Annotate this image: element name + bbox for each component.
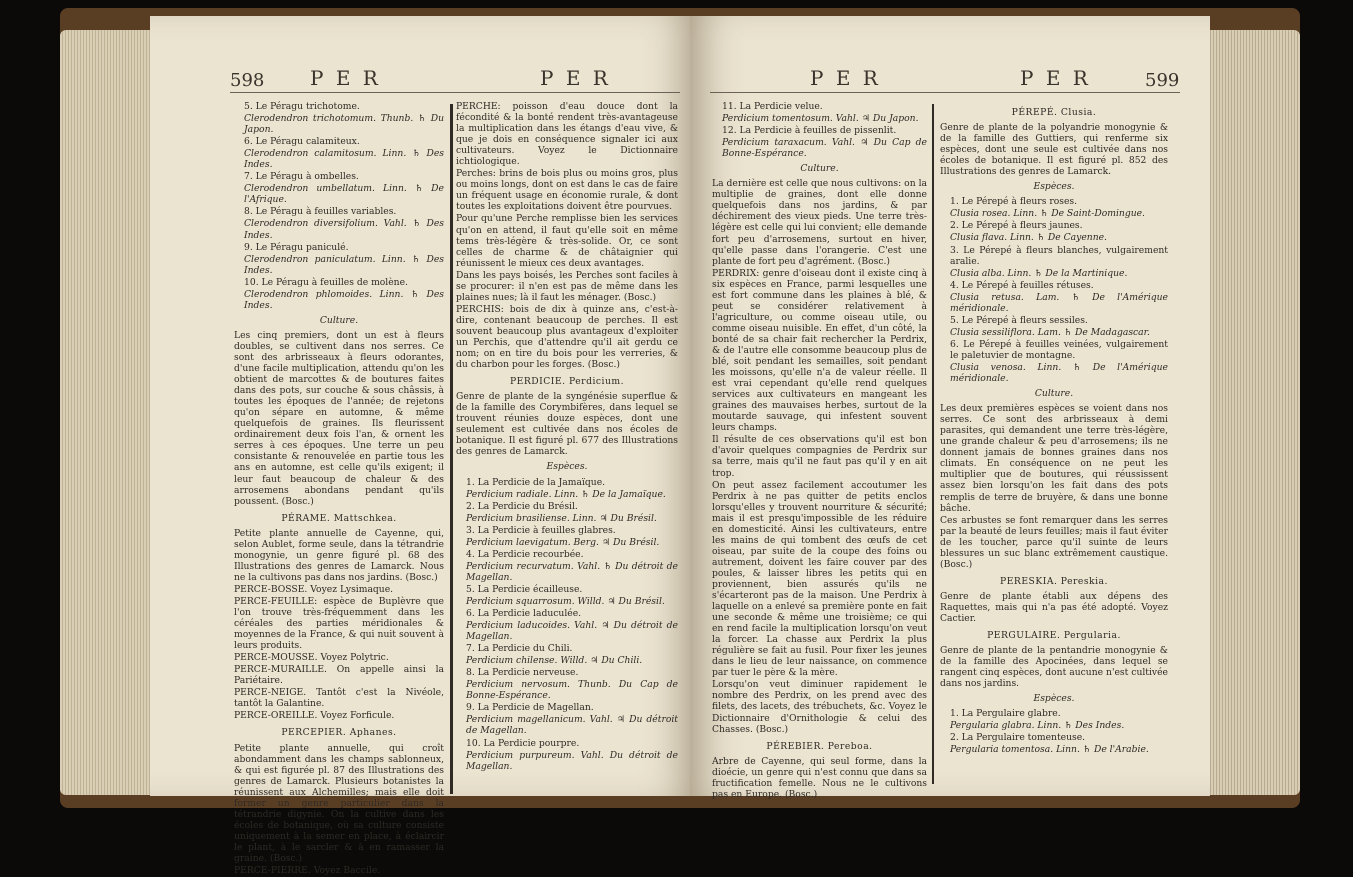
species-entry: 5. Le Péragu trichotome. — [244, 101, 360, 112]
section-heading: Espèces. — [1033, 181, 1075, 193]
header-rule — [710, 92, 1180, 93]
species-entry: 5. Le Pérepé à fleurs sessiles. — [950, 314, 1088, 326]
latin-name: Clerodendron phlomoides. Linn. ♄ Des Indes. — [244, 288, 444, 311]
column-divider — [932, 104, 934, 784]
paragraph: Ces arbustes se font remarquer dans les serres par la beauté de leurs feuilles; mais il faut éviter de les toucher, parce qu'il suinte de leurs blessures un suc blanc extrêmement caustique. (Bosc.) — [940, 514, 1168, 570]
latin-name: Perdicium recurvatum. Vahl. ♄ Du détroit de Magellan. — [466, 560, 678, 583]
latin-name: Clusia venosa. Linn. ♄ De l'Amérique méridionale. — [950, 361, 1168, 385]
species-entry: 6. La Perdicie laduculée. — [466, 608, 582, 620]
latin-name: Clusia retusa. Lam. ♄ De l'Amérique méridionale. — [950, 291, 1168, 314]
latin-name: Perdicium nervosum. Thunb. Du Cap de Bonne-Espérance. — [466, 679, 678, 702]
latin-name: Clerodendron diversifolium. Vahl. ♄ Des Indes. — [244, 218, 444, 241]
paragraph: Il résulte de ces observations qu'il est bon d'avoir quelques compagnies de Perdrix sur sa terre, mais qu'il ne faut pas qu'il y en ait trop. — [712, 434, 927, 479]
latin-name: Clerodendron paniculatum. Linn. ♄ Des Indes. — [244, 253, 444, 276]
paragraph: Genre de plante de la polyandrie monogynie & de la famille des Guttiers, qui renferme six espèces, dont une seule est cultivée dans nos écoles de botanique. Il est figuré pl. 852 des Illustrations des genres de Lamarck. — [940, 122, 1168, 178]
section-heading: Espèces. — [546, 461, 588, 473]
species-entry: 1. Le Pérepé à fleurs roses. — [950, 196, 1078, 208]
entry-heading: PÉRAME. Mattschkea. — [281, 512, 397, 524]
species-entry: 1. La Perdicie de la Jamaïque. — [466, 476, 606, 488]
paragraph: Genre de plante de la pentandrie monogynie & de la famille des Apocinées, dans lequel se rangent cinq espèces, dont aucune n'est cultivée dans nos jardins. — [940, 645, 1168, 690]
entry-heading: PÉREPÉ. Clusia. — [1011, 107, 1097, 118]
latin-name: Perdicium laducoides. Vahl. ♃ Du détroit de Magellan. — [466, 620, 678, 643]
species-entry: 3. Le Pérepé à fleurs blanches, vulgairement aralie. — [950, 244, 1168, 267]
latin-name: Perdicium taraxacum. Vahl. ♃ Du Cap de Bonne-Espérance. — [722, 137, 927, 160]
paragraph: On peut assez facilement accoutumer les Perdrix à ne pas quitter de petits enclos lorsqu'elles y trouvent nourriture & sécurité; mais il est presqu'impossible de les réduire en domesticité. Ainsi les cultivateurs, entre les mains de qui tombent des œufs de cet oiseau, par suite de la coupe des foins ou autrement, doivent les faire couver par des poules, & laisser libres les petits qui en proviennent, bien assurés qu'ils ne s'écarteront pas de la maison. Une Perdrix à laquelle on a enlevé sa première ponte en fait une seconde & même une troisième; ce qui en rend facile la multiplication lorsqu'on veut la forcer. La chasse aux Perdrix la plus régulière se fait au fusil. Pour fixer les jeunes dans le lieu de leur naissance, on commence par tuer le père & la mère. — [712, 479, 927, 679]
species-entry: 7. Le Péragu à ombelles. — [244, 171, 359, 183]
page-number: 598 — [230, 70, 265, 91]
paragraph: PERDRIX: genre d'oiseau dont il existe cinq à six espèces en France, parmi lesquelles une est fort commune dans les plaines à blé, & peut se considérer relativement à l'agriculture, ou comme oiseau utile, ou comme oiseau nuisible. En effet, d'un côté, la bonté de sa chair fait rechercher la Perdrix, & de l'autre elle consomme beaucoup plus de blé, soit pendant les semailles, soit pendant les moissons, qu'elle n'a de valeur réelle. Il est vrai cependant qu'elle rend quelques services aux cultivateurs en mangeant les graines des mauvaises herbes, surtout de la moutarde sauvage, qui infestent souvent leurs champs. — [712, 267, 927, 434]
page-number: 599 — [1145, 70, 1180, 91]
species-entry: 2. La Perdicie du Brésil. — [466, 500, 578, 512]
paragraph: PERCE-BOSSE. Voyez Lysimaque. — [234, 583, 394, 595]
paragraph: Dans les pays boisés, les Perches sont faciles à se procurer: il n'en est pas de même dans les plaines nues; là il faut les ménager. (Bosc.) — [456, 269, 678, 303]
species-entry: 2. Le Pérepé à fleurs jaunes. — [950, 220, 1083, 232]
species-entry: 8. La Perdicie nerveuse. — [466, 667, 579, 679]
paragraph: La dernière est celle que nous cultivons: on la multiplie de graines, dont elle donne quelquefois dans nos jardins, & par déchirement des vieux pieds. Une terre très-légère est celle qui lui convient; elle demande fort peu d'arrosemens, surtout en hiver, qu'elle passe dans l'orangerie. C'est une plante de fort peu d'agrément. (Bosc.) — [712, 178, 927, 267]
paragraph: PERCHE: poisson d'eau douce dont la fécondité & la bonté rendent très-avantageuse la multiplication dans les étangs d'eau vive, & que je dois en conséquence signaler ici aux cultivateurs. Voyez le Dictionnaire ichtiologique. — [456, 101, 678, 168]
paragraph: Pour qu'une Perche remplisse bien les services qu'on en attend, il faut qu'elle soit en même tems très-légère & très-solide. Or, ce sont celles de charme & de châtaignier qui réunissent le mieux ces deux avantages. — [456, 213, 678, 269]
entry-heading: PERESKIA. Pereskia. — [1000, 575, 1108, 587]
latin-name: Perdicium chilense. Willd. ♃ Du Chili. — [466, 655, 643, 667]
paragraph: Les cinq premiers, dont un est à fleurs doubles, se cultivent dans nos serres. Ce sont des arbrisseaux à fleurs odorantes, d'une facile multiplication, attendu qu'on les obtient de marcottes & de boutures faites dans des pots, sur couche & sous châssis, à toutes les époques de l'année; de rejetons qu'on sépare en automne, & même quelquefois de graines. Ils fleurissent ordinairement deux fois l'an, & ornent les serres à ces époques. Une terre un peu consistante & renouvelée en partie tous les ans en automne, est celle qu'ils exigent; il leur faut beaucoup de chaleur & des arrosemens abondans pendant qu'ils poussent. (Bosc.) — [234, 329, 444, 507]
section-heading: Culture. — [800, 163, 839, 175]
species-entry: 4. La Perdicie recourbée. — [466, 548, 584, 560]
species-entry: 6. Le Péragu calamiteux. — [244, 136, 360, 148]
latin-name: Clusia rosea. Linn. ♄ De Saint-Domingue. — [950, 208, 1145, 220]
column-divider — [450, 104, 453, 794]
left-page — [150, 16, 695, 877]
header-rule — [230, 92, 680, 93]
species-entry: 10. La Perdicie pourpre. — [466, 737, 580, 749]
paragraph: Genre de plante établi aux dépens des Raquettes, mais qui n'a pas été adopté. Voyez Cactier. — [940, 590, 1168, 624]
paragraph: PERCE-PIERRE. Voyez Baccile. — [234, 865, 381, 877]
species-entry: 8. Le Péragu à feuilles variables. — [244, 206, 397, 218]
latin-name: Perdicium squarrosum. Willd. ♃ Du Brésil. — [466, 595, 665, 607]
latin-name: Perdicium tomentosum. Vahl. ♃ Du Japon. — [722, 113, 919, 125]
latin-name: Clusia alba. Linn. ♄ De la Martinique. — [950, 267, 1128, 279]
running-header: P E R — [1020, 66, 1091, 90]
latin-name: Clerodendron calamitosum. Linn. ♄ Des Indes. — [244, 148, 444, 171]
paragraph: PERCE-MOUSSE. Voyez Polytric. — [234, 652, 389, 664]
latin-name: Clusia sessiliflora. Lam. ♄ De Madagascar. — [950, 326, 1150, 338]
species-entry: 3. La Perdicie à feuilles glabres. — [466, 524, 616, 536]
paragraph: Perches: brins de bois plus ou moins gros, plus ou moins longs, dont on est dans le cas de faire un fréquent usage en économie rurale, & dont toutes les exploitations doivent être pourvues. — [456, 168, 678, 213]
running-header: P E R — [540, 66, 611, 90]
page-edges-left — [60, 30, 160, 795]
species-entry: 1. La Pergulaire glabre. — [950, 708, 1061, 720]
latin-name: Perdicium magellanicum. Vahl. ♃ Du détroit de Magellan. — [466, 714, 678, 737]
paragraph: PERCHIS: bois de dix à quinze ans, c'est-à-dire, contenant beaucoup de perches. Il est souvent beaucoup plus avantageux d'exploiter un Perchis, que d'attendre qu'il ait gerdu ce nom; on en tire du bois pour les verreries, & du charbon pour les forges. (Bosc.) — [456, 303, 678, 371]
species-entry: 11. La Perdicie velue. — [722, 101, 823, 112]
latin-name: Pergularia tomentosa. Linn. ♄ De l'Arabie. — [950, 744, 1149, 756]
section-heading: Culture. — [319, 314, 359, 326]
latin-name: Perdicium laevigatum. Berg. ♃ Du Brésil. — [466, 536, 660, 548]
latin-name: Clerodendron trichotomum. Thunb. ♄ Du Japon. — [244, 113, 444, 136]
species-entry: 9. Le Péragu paniculé. — [244, 241, 349, 253]
species-entry: 4. Le Pérepé à feuilles rétuses. — [950, 279, 1094, 291]
species-entry: 7. La Perdicie du Chili. — [466, 643, 573, 655]
latin-name: Perdicium radiale. Linn. ♄ De la Jamaïque. — [466, 488, 666, 500]
paragraph: Arbre de Cayenne, qui seul forme, dans la dioécie, un genre qui n'est connu que dans sa fructification femelle. Nous ne le cultivons pas en Europe. (Bosc.) — [712, 755, 927, 800]
species-entry: 5. La Perdicie écailleuse. — [466, 583, 583, 595]
latin-name: Pergularia glabra. Linn. ♄ Des Indes. — [950, 720, 1125, 732]
paragraph: PERCE-FEUILLE: espèce de Buplèvre que l'on trouve très-fréquemment dans les céréales des parties méridionales & moyennes de la France, & qui nuit souvent à leurs produits. — [234, 595, 444, 652]
entry-heading: PÉREBIER. Pereboa. — [766, 740, 873, 752]
paragraph: Petite plante annuelle, qui croît abondamment dans les champs sablonneux, & qui est figurée pl. 87 des Illustrations des genres de Lamarck. Plusieurs botanistes la réunissent aux Alchemilles; mais elle doit former un genre particulier dans la tétrandrie digynie. On la cultive dans les écoles de botanique, où sa culture consiste uniquement à la semer en place, à éclaircir le plant, à le sarcler & à en ramasser la graine. (Bosc.) — [234, 742, 444, 864]
paragraph: Les deux premières espèces se voient dans nos serres. Ce sont des arbrisseaux à demi parasites, qui demandent une terre très-légère, une grande chaleur & peu d'arrosemens; ils ne donnent jamais de bonnes graines dans nos climats. En conséquence on ne peut les multiplier que de boutures, qui réussissent assez bien lorsqu'on les fait dans des pots remplis de terre de bruyère, & dans une bonne bâche. — [940, 403, 1168, 514]
running-header: P E R — [310, 66, 381, 90]
species-entry: 12. La Perdicie à feuilles de pissenlit. — [722, 125, 897, 137]
section-heading: Espèces. — [1033, 693, 1075, 705]
species-entry: 10. Le Péragu à feuilles de molène. — [244, 276, 408, 288]
entry-heading: PERDICIE. Perdicium. — [509, 376, 625, 388]
paragraph: PERCE-NEIGE. Tantôt c'est la Nivéole, tantôt la Galantine. — [234, 687, 444, 710]
species-entry: 9. La Perdicie de Magellan. — [466, 702, 594, 714]
paragraph: Genre de plante de la syngénésie superflue & de la famille des Corymbifères, dans lequel se trouvent réunies douze espèces, dont une seulement est cultivée dans nos écoles de botanique. Il est figuré pl. 677 des Illustrations des genres de Lamarck. — [456, 391, 678, 458]
paragraph: Lorsqu'on veut diminuer rapidement le nombre des Perdrix, on les prend avec des filets, des lacets, des trébuchets, &c. Voyez le Dictionnaire d'Ornithologie & celui des Chasses. (Bosc.) — [712, 679, 927, 735]
text-column — [712, 101, 927, 801]
species-entry: 2. La Pergulaire tomenteuse. — [950, 732, 1086, 744]
text-column — [940, 101, 1168, 756]
entry-heading: PERCEPIER. Aphanes. — [281, 727, 397, 739]
text-column — [456, 101, 678, 773]
text-column — [234, 101, 444, 877]
entry-heading: PERGULAIRE. Pergularia. — [987, 630, 1121, 642]
species-entry: 6. Le Pérepé à feuilles veinées, vulgairement le paletuvier de montagne. — [950, 338, 1168, 361]
paragraph: PERCE-OREILLE. Voyez Forficule. — [234, 710, 395, 722]
paragraph: Petite plante annuelle de Cayenne, qui, selon Aublet, forme seule, dans la tétrandrie monogynie, un genre figuré pl. 68 des Illustrations des genres de Lamarck. Nous ne la cultivons pas dans nos jardins. (Bosc.) — [234, 527, 444, 583]
right-page — [690, 16, 1210, 800]
latin-name: Perdicium purpureum. Vahl. Du détroit de Magellan. — [466, 749, 678, 772]
running-header: P E R — [810, 66, 881, 90]
latin-name: Clerodendron umbellatum. Linn. ♄ De l'Afrique. — [244, 183, 444, 206]
paragraph: PERCE-MURAILLE. On appelle ainsi la Pariétaire. — [234, 664, 444, 687]
latin-name: Perdicium brasiliense. Linn. ♃ Du Brésil. — [466, 512, 657, 524]
section-heading: Culture. — [1034, 388, 1074, 400]
latin-name: Clusia flava. Linn. ♄ De Cayenne. — [950, 232, 1107, 244]
